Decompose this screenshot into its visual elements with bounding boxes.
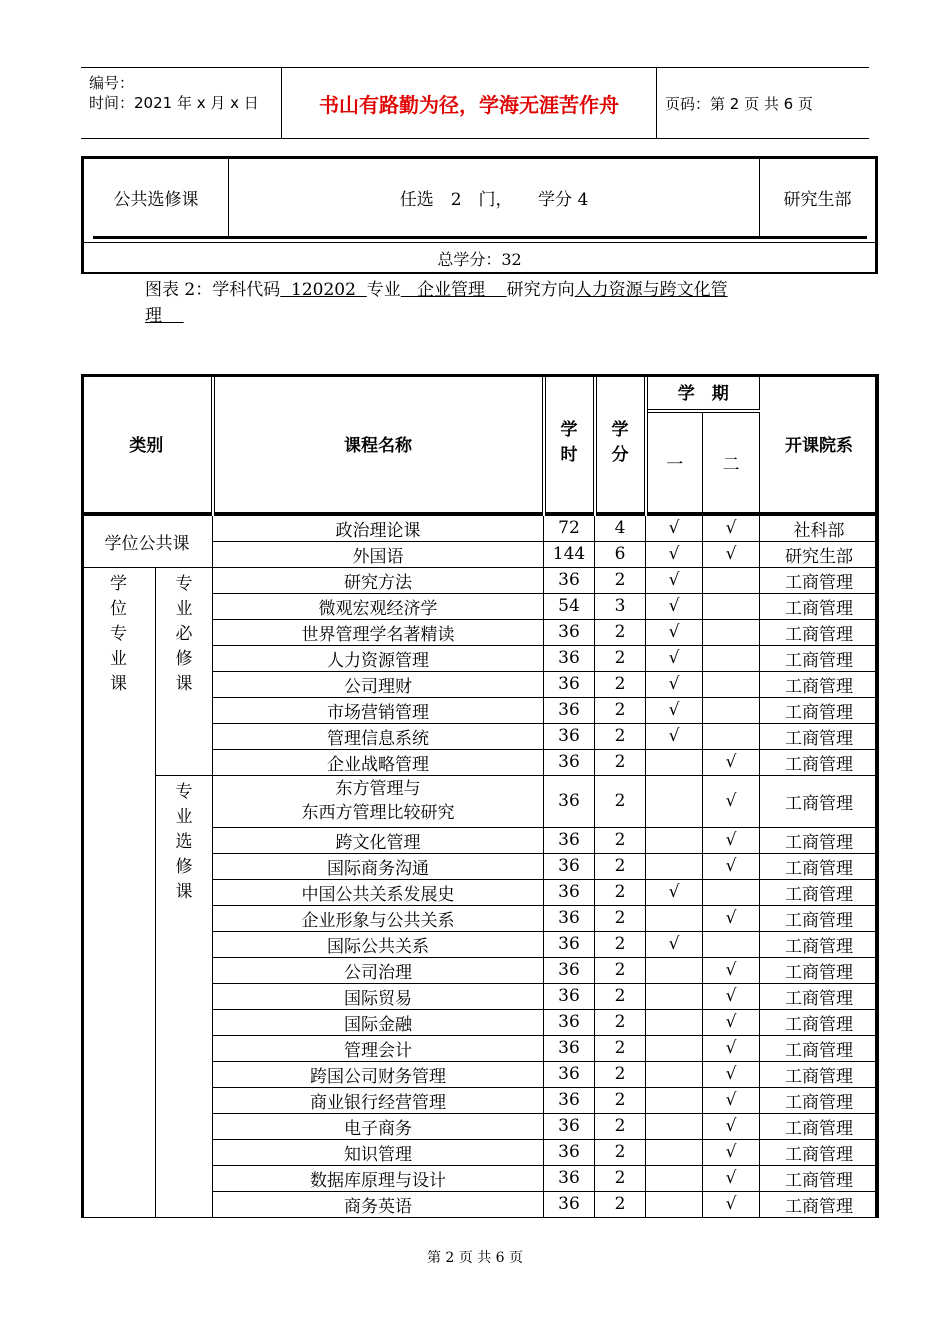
semester-1-mark: √ — [646, 697, 703, 723]
course-name: 国际贸易 — [213, 983, 544, 1009]
course-hours: 36 — [544, 957, 595, 983]
course-hours: 36 — [544, 1191, 595, 1217]
header-meta — [81, 68, 281, 138]
course-hours: 36 — [544, 567, 595, 593]
course-name: 国际金融 — [213, 1009, 544, 1035]
page-footer: 第 2 页 共 6 页 — [426, 1250, 524, 1266]
course-name: 研究方法 — [213, 567, 544, 593]
semester-1-mark: √ — [646, 723, 703, 749]
course-hours: 36 — [544, 931, 595, 957]
semester-1-mark: √ — [646, 931, 703, 957]
group-public-course: 学位公共课 — [82, 514, 213, 568]
course-department: 工商管理 — [760, 619, 879, 645]
course-hours: 72 — [544, 514, 595, 542]
course-credits: 2 — [595, 697, 646, 723]
course-department: 工商管理 — [760, 1087, 879, 1113]
course-hours: 36 — [544, 1139, 595, 1165]
semester-2-mark: √ — [703, 749, 760, 775]
course-hours: 36 — [544, 749, 595, 775]
course-hours: 36 — [544, 775, 595, 827]
course-credits: 2 — [595, 983, 646, 1009]
semester-2-mark — [703, 879, 760, 905]
course-department: 工商管理 — [760, 1009, 879, 1035]
course-credits: 2 — [595, 619, 646, 645]
course-credits: 2 — [595, 905, 646, 931]
major: 企业管理 — [400, 280, 507, 300]
course-hours: 36 — [544, 1009, 595, 1035]
course-hours: 36 — [544, 1165, 595, 1191]
course-credits: 2 — [595, 775, 646, 827]
course-department: 工商管理 — [760, 567, 879, 593]
course-credits: 2 — [595, 749, 646, 775]
header-course-name: 课程名称 — [213, 375, 544, 514]
course-name: 市场营销管理 — [213, 697, 544, 723]
semester-2-mark: √ — [703, 957, 760, 983]
header-category: 类别 — [82, 375, 213, 514]
semester-2-mark: √ — [703, 827, 760, 853]
semester-2-mark: √ — [703, 514, 760, 542]
course-department: 工商管理 — [760, 1035, 879, 1061]
double-rule — [93, 236, 867, 239]
semester-1-mark — [646, 983, 703, 1009]
table-row — [82, 514, 879, 542]
course-credits: 2 — [595, 1165, 646, 1191]
course-department: 工商管理 — [760, 1165, 879, 1191]
semester-1-mark — [646, 827, 703, 853]
course-name: 公司治理 — [213, 957, 544, 983]
course-name: 企业战略管理 — [213, 749, 544, 775]
semester-1-mark — [646, 905, 703, 931]
semester-2-mark — [703, 671, 760, 697]
course-hours: 36 — [544, 1035, 595, 1061]
semester-2-mark — [703, 619, 760, 645]
course-name: 中国公共关系发展史 — [213, 879, 544, 905]
course-name: 电子商务 — [213, 1113, 544, 1139]
subgroup-required: 专业必修课 — [156, 567, 213, 775]
course-department: 工商管理 — [760, 671, 879, 697]
semester-2-mark — [703, 697, 760, 723]
research-direction: 人力资源与跨文化管 — [574, 280, 728, 300]
course-credits: 2 — [595, 1139, 646, 1165]
course-department: 工商管理 — [760, 593, 879, 619]
semester-2-mark: √ — [703, 1139, 760, 1165]
semester-1-mark: √ — [646, 593, 703, 619]
course-department: 工商管理 — [760, 1113, 879, 1139]
course-name: 公司理财 — [213, 671, 544, 697]
course-hours: 36 — [544, 1113, 595, 1139]
semester-1-mark — [646, 1035, 703, 1061]
semester-2-mark: √ — [703, 1035, 760, 1061]
semester-1-mark — [646, 1165, 703, 1191]
course-credits: 2 — [595, 1009, 646, 1035]
course-name: 跨国公司财务管理 — [213, 1061, 544, 1087]
semester-1-mark — [646, 1113, 703, 1139]
semester-1-mark: √ — [646, 671, 703, 697]
course-credits: 2 — [595, 931, 646, 957]
course-hours: 36 — [544, 645, 595, 671]
semester-2-mark: √ — [703, 775, 760, 827]
course-name: 管理会计 — [213, 1035, 544, 1061]
course-name: 人力资源管理 — [213, 645, 544, 671]
course-credits: 2 — [595, 1113, 646, 1139]
header-department: 开课院系 — [760, 375, 879, 514]
course-hours: 36 — [544, 671, 595, 697]
course-name: 商务英语 — [213, 1191, 544, 1217]
semester-2-mark: √ — [703, 983, 760, 1009]
course-department: 工商管理 — [760, 723, 879, 749]
course-department: 工商管理 — [760, 697, 879, 723]
course-name: 政治理论课 — [213, 514, 544, 542]
header-sem2: 二 — [703, 411, 760, 514]
semester-1-mark — [646, 853, 703, 879]
semester-1-mark — [646, 1191, 703, 1217]
course-department: 工商管理 — [760, 879, 879, 905]
course-name: 知识管理 — [213, 1139, 544, 1165]
course-hours: 36 — [544, 1061, 595, 1087]
course-credits: 2 — [595, 1191, 646, 1217]
course-name: 外国语 — [213, 541, 544, 567]
category-cell: 公共选修课 — [113, 189, 199, 210]
number-label: 编号： — [89, 74, 135, 92]
course-hours: 36 — [544, 619, 595, 645]
course-name: 管理信息系统 — [213, 723, 544, 749]
semester-2-mark — [703, 567, 760, 593]
semester-1-mark: √ — [646, 541, 703, 567]
total-credits: 总学分：32 — [437, 249, 522, 269]
semester-1-mark — [646, 1009, 703, 1035]
semester-2-mark: √ — [703, 1113, 760, 1139]
header-semester: 学 期 — [646, 375, 760, 411]
semester-1-mark: √ — [646, 619, 703, 645]
course-department: 工商管理 — [760, 853, 879, 879]
course-table — [81, 374, 878, 1217]
course-credits: 2 — [595, 671, 646, 697]
course-credits: 3 — [595, 593, 646, 619]
semester-2-mark: √ — [703, 853, 760, 879]
course-name: 微观宏观经济学 — [213, 593, 544, 619]
course-department: 工商管理 — [760, 957, 879, 983]
semester-1-mark — [646, 1061, 703, 1087]
figure-caption: 图表 2：学科代码 120202 专业 企业管理 研究方向人力资源与跨文化管 理 — [145, 280, 728, 326]
course-department: 工商管理 — [760, 905, 879, 931]
header-sem1: 一 — [646, 411, 703, 514]
semester-1-mark — [646, 775, 703, 827]
course-hours: 36 — [544, 983, 595, 1009]
page-header — [81, 67, 869, 139]
course-credits: 6 — [595, 541, 646, 567]
course-hours: 36 — [544, 697, 595, 723]
semester-1-mark — [646, 1087, 703, 1113]
course-name: 企业形象与公共关系 — [213, 905, 544, 931]
course-department: 工商管理 — [760, 931, 879, 957]
semester-1-mark — [646, 1139, 703, 1165]
department-cell: 研究生部 — [783, 189, 852, 210]
course-department: 工商管理 — [760, 827, 879, 853]
course-name: 东方管理与 东西方管理比较研究 — [213, 775, 544, 827]
course-department: 工商管理 — [760, 1191, 879, 1217]
course-credits: 2 — [595, 567, 646, 593]
semester-2-mark: √ — [703, 1087, 760, 1113]
course-credits: 2 — [595, 723, 646, 749]
semester-2-mark: √ — [703, 1165, 760, 1191]
semester-1-mark: √ — [646, 645, 703, 671]
course-name: 国际商务沟通 — [213, 853, 544, 879]
course-name: 商业银行经营管理 — [213, 1087, 544, 1113]
time-label: 时间：2021 年 x 月 x 日 — [89, 94, 259, 112]
course-department: 社科部 — [760, 514, 879, 542]
course-credits: 4 — [595, 514, 646, 542]
subgroup-elective: 专业选修课 — [156, 775, 213, 1217]
course-credits: 2 — [595, 853, 646, 879]
header-credits: 学分 — [595, 375, 646, 514]
semester-2-mark: √ — [703, 541, 760, 567]
requirement-cell: 任选 2 门， 学分 4 — [399, 189, 589, 210]
course-department: 工商管理 — [760, 775, 879, 827]
semester-1-mark — [646, 957, 703, 983]
page-indicator: 页码：第 2 页 共 6 页 — [665, 94, 813, 113]
semester-2-mark — [703, 645, 760, 671]
semester-1-mark: √ — [646, 514, 703, 542]
semester-2-mark: √ — [703, 905, 760, 931]
course-credits: 2 — [595, 827, 646, 853]
course-hours: 36 — [544, 879, 595, 905]
table-row — [82, 567, 879, 593]
semester-2-mark — [703, 593, 760, 619]
course-hours: 36 — [544, 905, 595, 931]
semester-1-mark: √ — [646, 567, 703, 593]
course-hours: 36 — [544, 827, 595, 853]
group-major-course: 学位专业课 — [82, 567, 156, 1217]
elective-summary-table — [81, 156, 878, 274]
semester-2-mark: √ — [703, 1009, 760, 1035]
course-name: 跨文化管理 — [213, 827, 544, 853]
course-hours: 144 — [544, 541, 595, 567]
course-department: 研究生部 — [760, 541, 879, 567]
course-hours: 36 — [544, 723, 595, 749]
semester-2-mark — [703, 723, 760, 749]
course-credits: 2 — [595, 1061, 646, 1087]
course-name: 数据库原理与设计 — [213, 1165, 544, 1191]
course-credits: 2 — [595, 645, 646, 671]
course-hours: 36 — [544, 1087, 595, 1113]
course-credits: 2 — [595, 957, 646, 983]
course-department: 工商管理 — [760, 749, 879, 775]
course-credits: 2 — [595, 1087, 646, 1113]
semester-1-mark: √ — [646, 879, 703, 905]
course-department: 工商管理 — [760, 983, 879, 1009]
course-credits: 2 — [595, 1035, 646, 1061]
table-row — [82, 775, 879, 827]
motto: 书山有路勤为径，学海无涯苦作舟 — [281, 68, 657, 138]
course-credits: 2 — [595, 879, 646, 905]
course-department: 工商管理 — [760, 645, 879, 671]
semester-2-mark — [703, 931, 760, 957]
subject-code: 120202 — [280, 280, 367, 300]
header-hours: 学时 — [544, 375, 595, 514]
semester-1-mark — [646, 749, 703, 775]
course-name: 世界管理学名著精读 — [213, 619, 544, 645]
course-name: 国际公共关系 — [213, 931, 544, 957]
course-hours: 54 — [544, 593, 595, 619]
course-department: 工商管理 — [760, 1061, 879, 1087]
semester-2-mark: √ — [703, 1191, 760, 1217]
course-hours: 36 — [544, 853, 595, 879]
course-department: 工商管理 — [760, 1139, 879, 1165]
semester-2-mark: √ — [703, 1061, 760, 1087]
